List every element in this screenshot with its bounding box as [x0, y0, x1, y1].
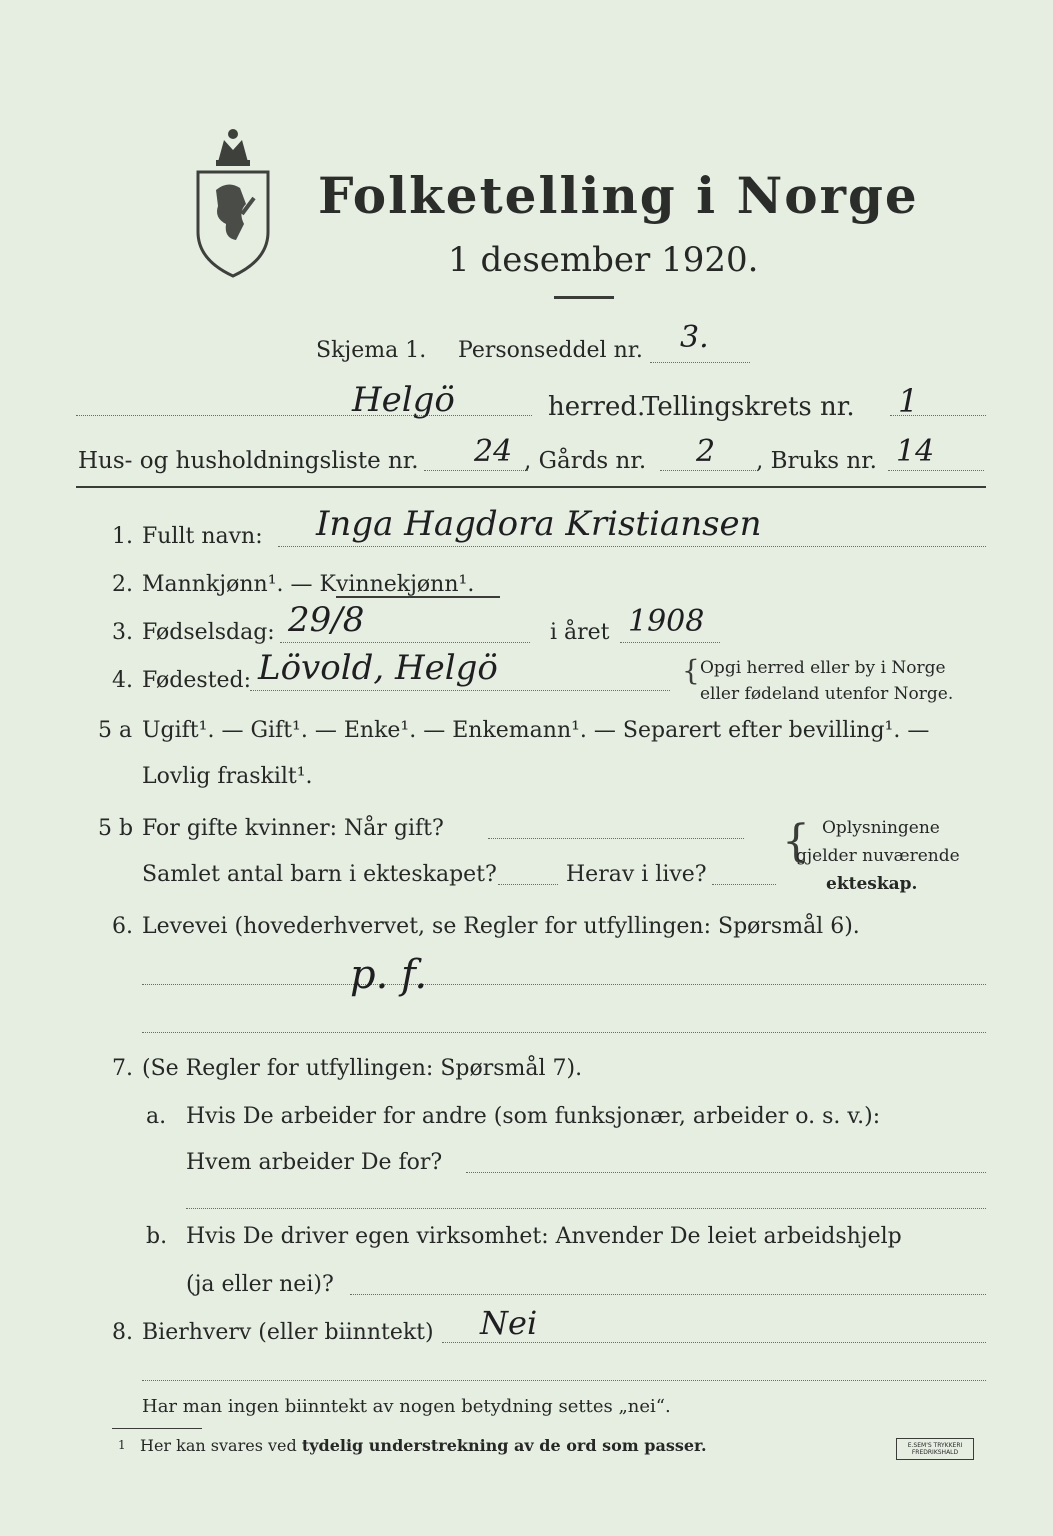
- census-date: 1 desember 1920.: [448, 240, 759, 280]
- q7a-label: Hvis De arbeider for andre (som funksjonær, arbeider o. s. v.):: [186, 1104, 881, 1129]
- gards-label: , Gårds nr.: [524, 448, 647, 474]
- q1-number: 1.: [112, 524, 133, 549]
- header-divider: [76, 486, 986, 488]
- hus-label: Hus- og husholdningsliste nr.: [78, 448, 419, 474]
- form-title: Folketelling i Norge: [318, 166, 919, 225]
- q4-number: 4.: [112, 668, 133, 693]
- q5b-children-field[interactable]: [498, 884, 558, 885]
- q4-label: Fødested:: [142, 668, 252, 693]
- q7a-employer-field[interactable]: [466, 1172, 986, 1173]
- q5a-marital-options[interactable]: Ugift¹. — Gift¹. — Enke¹. — Enkemann¹. — Separert efter bevilling¹. —: [142, 718, 930, 743]
- q3-birth-date[interactable]: 29/8: [288, 600, 365, 640]
- herred-label: herred.: [548, 392, 646, 422]
- q8-side-income[interactable]: Nei: [480, 1304, 538, 1342]
- q2-gender-options[interactable]: Mannkjønn¹. — Kvinnekjønn¹.: [142, 572, 475, 597]
- skjema-label: Skjema 1.: [316, 338, 427, 363]
- q7b-yesno-label: (ja eller nei)?: [186, 1272, 334, 1297]
- q7b-yesno-field[interactable]: [350, 1294, 986, 1295]
- q5b-alive-field[interactable]: [712, 884, 776, 885]
- q7a-employer-label: Hvem arbeider De for?: [186, 1150, 443, 1175]
- title-divider: [554, 296, 614, 299]
- q5b-note-line1: Oplysningene: [822, 818, 940, 838]
- q2-number: 2.: [112, 572, 133, 597]
- q6-number: 6.: [112, 914, 133, 939]
- tellingskrets-label: Tellingskrets nr.: [642, 392, 855, 422]
- q5b-note-line3: ekteskap.: [826, 874, 918, 894]
- personseddel-value[interactable]: 3.: [680, 320, 709, 355]
- q1-label: Fullt navn:: [142, 524, 263, 549]
- q7a-extra-line[interactable]: [186, 1208, 986, 1209]
- q5b-note-line2: gjelder nuværende: [796, 846, 960, 866]
- coat-of-arms-icon: [188, 120, 278, 280]
- q8-label: Bierhverv (eller biinntekt): [142, 1320, 434, 1345]
- hus-value[interactable]: 24: [474, 434, 513, 469]
- herred-value[interactable]: Helgö: [352, 380, 455, 420]
- footnote-divider: [112, 1428, 202, 1429]
- q3-year-label: i året: [550, 620, 610, 645]
- tellingskrets-value[interactable]: 1: [898, 382, 919, 420]
- footnote-text: [140, 1436, 707, 1455]
- q3-birth-year[interactable]: 1908: [628, 604, 705, 639]
- footnote-mark: 1: [118, 1438, 126, 1452]
- q7b-label: Hvis De driver egen virksomhet: Anvender De leiet arbeidshjelp: [186, 1224, 902, 1249]
- footnote-bold: tydelig understrekning av de ord som passer.: [301, 1436, 707, 1455]
- q5b-when-married-field[interactable]: [488, 838, 744, 839]
- q5a-number: 5 a: [98, 718, 133, 743]
- q4-note-line1: Opgi herred eller by i Norge: [700, 658, 946, 678]
- q2-selected-underline: [336, 596, 500, 598]
- q7a-letter: a.: [146, 1104, 167, 1129]
- q6-occupation[interactable]: p. f.: [350, 952, 428, 998]
- q5b-number: 5 b: [98, 816, 134, 841]
- q8-extra-line[interactable]: [142, 1380, 986, 1381]
- q7b-letter: b.: [146, 1224, 168, 1249]
- printer-stamp: E.SEM'S TRYKKERI FREDRIKSHALD: [896, 1438, 974, 1460]
- q7-number: 7.: [112, 1056, 133, 1081]
- q5a-marital-options-cont[interactable]: Lovlig fraskilt¹.: [142, 764, 313, 789]
- q5b-children-label: Samlet antal barn i ekteskapet?: [142, 862, 497, 887]
- q6-label: Levevei (hovederhvervet, se Regler for utfyllingen: Spørsmål 6).: [142, 914, 860, 939]
- bruks-value[interactable]: 14: [896, 434, 935, 469]
- q4-birthplace[interactable]: Lövold, Helgö: [258, 648, 498, 688]
- q5b-label: For gifte kvinner: Når gift?: [142, 816, 444, 841]
- q3-number: 3.: [112, 620, 133, 645]
- q7-label: (Se Regler for utfyllingen: Spørsmål 7).: [142, 1056, 583, 1081]
- census-form: Folketelling i Norge 1 desember 1920. Skjema 1. Personseddel nr. 3. Helgö herred. Tellingskrets nr. 1 Hus- og husholdningsliste nr. 24 , Gårds nr. 2 , Bruks nr. 14 1. Fullt navn: Inga Hagdora Kristiansen 2. Mannkjønn¹. — Kvinnekjønn¹. 3. Fødselsdag: 29/8 i året 1908 4. Fødested: Lövold, Helgö { Opgi herred eller by i Norge eller fødeland utenfor Norge. 5 a Ugift¹. — Gift¹. — Enke¹. — Enkemann¹. — Separert efter bevilling¹. — Lovlig fraskilt¹. 5 b For gifte kvinner: Når gift? Samlet antal barn i ekteskapet? Herav i live? { Oplysningene gjelder nuværende ekteskap. 6. Levevei (hovederhvervet, se Regler for utfyllingen: Spørsmål 6). p. f. 7. (Se Regler for utfyllingen: Spørsmål 7). a. Hvis De arbeider for andre (som funksjonær, arbeider o. s. v.): Hvem arbeider De for? b. Hvis De driver egen virksomhet: Anvender De leiet arbeidshjelp (ja eller nei)? 8. Bierhverv (eller biinntekt) Nei Har man ingen biinntekt av nogen betydning settes „nei“. 1 Her kan svares ved tydelig understrekning av de ord som passer. E.SEM'S TRYKKERI FREDRIKSHALD: [0, 0, 1053, 1536]
- footer-note: Har man ingen biinntekt av nogen betydning settes „nei“.: [142, 1396, 671, 1417]
- q8-number: 8.: [112, 1320, 133, 1345]
- gards-value[interactable]: 2: [696, 434, 716, 469]
- q6-extra-line[interactable]: [142, 1032, 986, 1033]
- bruks-label: , Bruks nr.: [756, 448, 877, 474]
- q5b-alive-label: Herav i live?: [566, 862, 707, 887]
- footnote-plain: Her kan svares ved: [140, 1436, 297, 1455]
- personseddel-label: Personseddel nr.: [458, 338, 643, 363]
- q3-label: Fødselsdag:: [142, 620, 275, 645]
- q4-note-line2: eller fødeland utenfor Norge.: [700, 684, 954, 704]
- q1-full-name[interactable]: Inga Hagdora Kristiansen: [316, 504, 762, 544]
